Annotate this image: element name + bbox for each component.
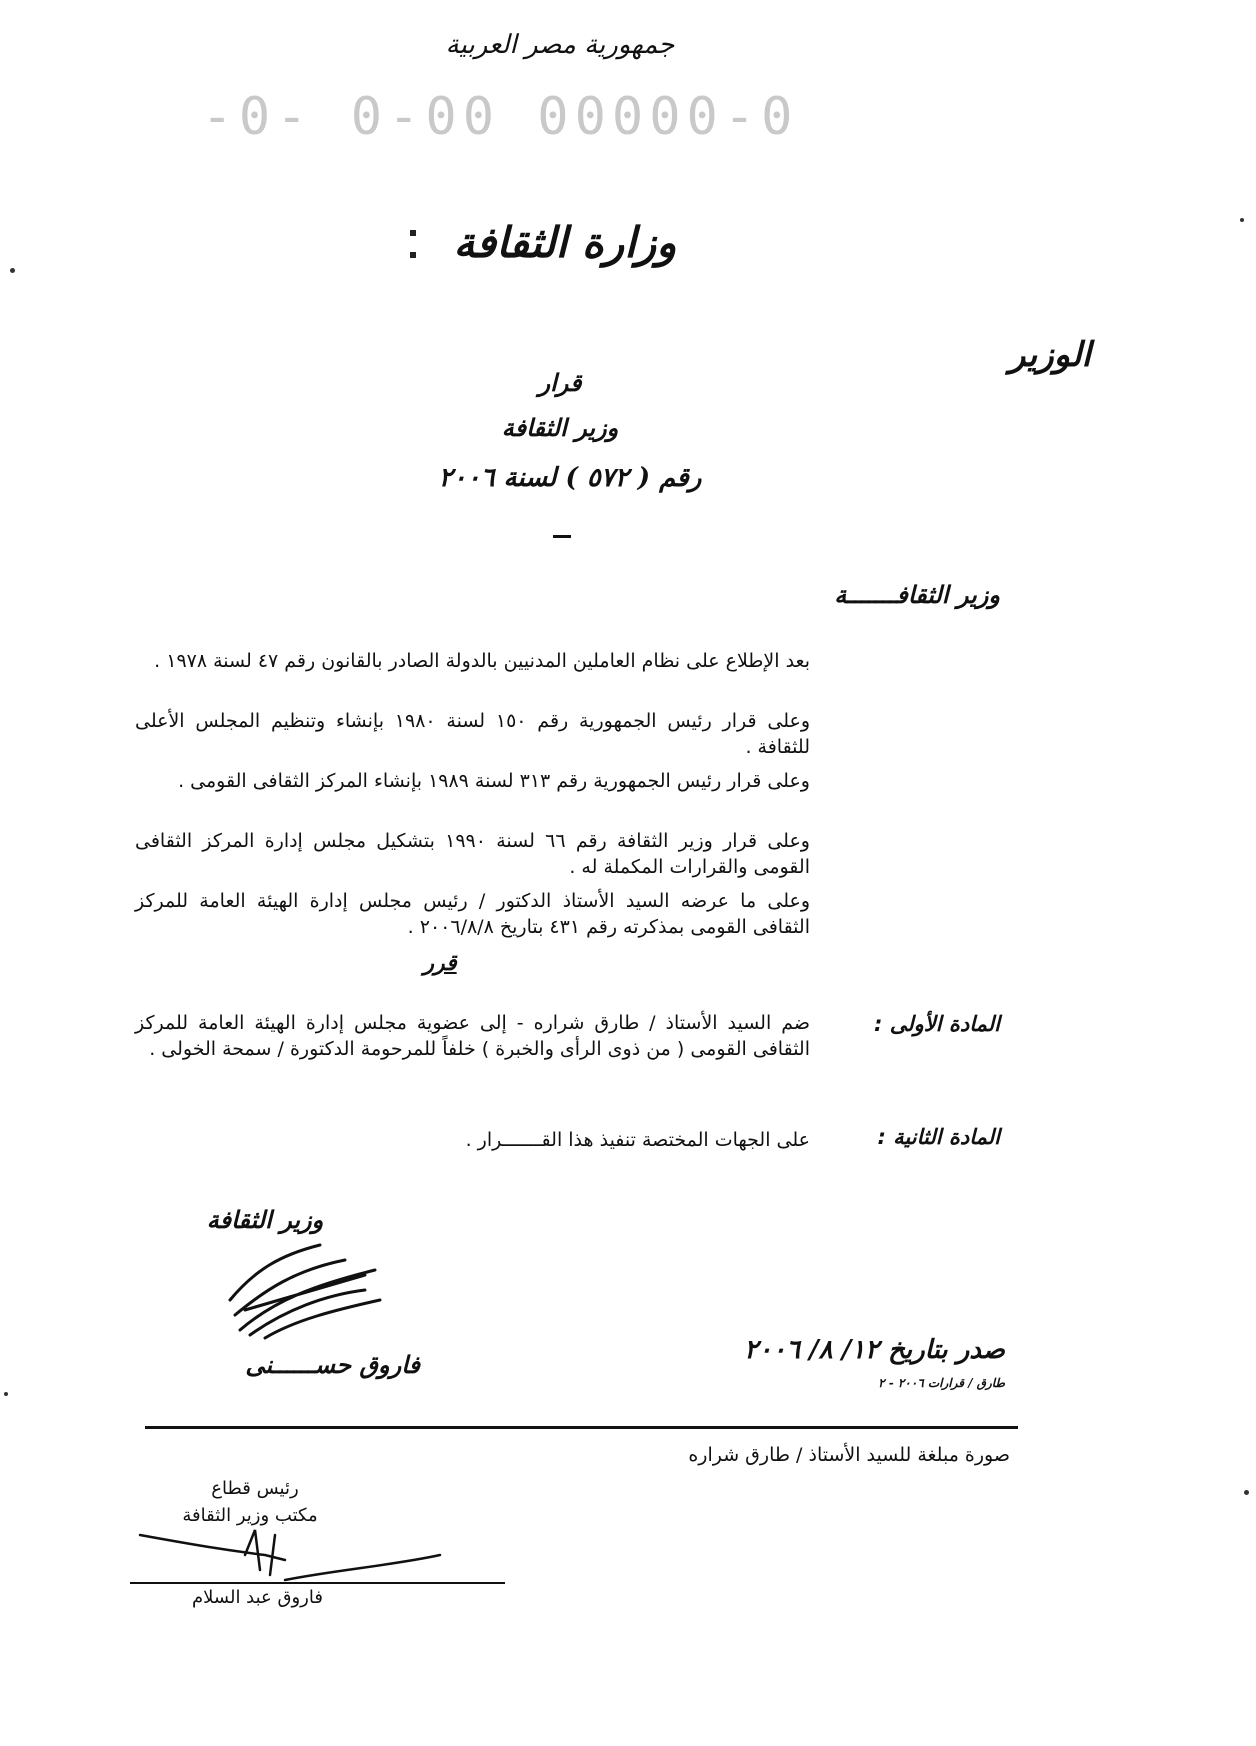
ministry-logo: وزارة الثقافة — [453, 218, 677, 267]
copy-notice: صورة مبلغة للسيد الأستاذ / طارق شراره — [688, 1444, 1010, 1466]
issue-date: صدر بتاريخ ١٢/ ٨/ ٢٠٠٦ — [744, 1335, 1005, 1365]
scan-speck — [1240, 218, 1244, 222]
decree-issuer: وزير الثقافة — [501, 413, 619, 442]
office-signature-mark — [135, 1525, 445, 1585]
signature-title: وزير الثقافة — [206, 1205, 324, 1234]
office-signatory: فاروق عبد السلام — [192, 1587, 323, 1608]
minister-stamp: الوزير — [1008, 335, 1091, 375]
dotted-serial-header: -0- 0-00 00000-0 — [201, 87, 799, 147]
recital-item: وعلى قرار رئيس الجمهورية رقم ٣١٣ لسنة ١٩٨٩ بإنشاء المركز الثقافى القومى . — [178, 770, 810, 792]
article-2-text: على الجهات المختصة تنفيذ هذا القـــــــرار . — [465, 1129, 810, 1151]
punch-mark — [410, 252, 416, 258]
scan-speck — [1244, 1490, 1249, 1495]
decree-title: قرار — [538, 368, 582, 397]
country-name: جمهورية مصر العربية — [445, 30, 675, 60]
decides-heading: قرر — [423, 950, 457, 976]
recital-item: وعلى ما عرضه السيد الأستاذ الدكتور / رئيس مجلس إدارة الهيئة العامة للمركز الثقافى القومى بمذكرته رقم ٤٣١ بتاريخ ٢٠٠٦/٨/٨ . — [135, 890, 810, 938]
footer-divider — [145, 1426, 1018, 1429]
intro-heading: وزير الثقافـــــــة — [834, 580, 1000, 609]
office-title: رئيس قطاع — [211, 1478, 299, 1499]
scan-speck — [4, 1392, 8, 1396]
recital-item: وعلى قرار وزير الثقافة رقم ٦٦ لسنة ١٩٩٠ بتشكيل مجلس إدارة المركز الثقافى القومى والقرارات المكملة له . — [135, 830, 810, 878]
article-1-label: المادة الأولى : — [874, 1012, 1000, 1036]
minister-signature-mark — [225, 1240, 385, 1340]
recital-item: وعلى قرار رئيس الجمهورية رقم ١٥٠ لسنة ١٩٨٠ بإنشاء وتنظيم المجلس الأعلى للثقافة . — [135, 710, 810, 758]
article-1-text: ضم السيد الأستاذ / طارق شراره - إلى عضوية مجلس إدارة الهيئة العامة للمركز الثقافى القومى ( من ذوى الرأى والخبرة ) خلفاً للمرحومة الدكتورة / سمحة الخولى . — [135, 1012, 810, 1060]
punch-mark — [410, 230, 416, 236]
recital-item: بعد الإطلاع على نظام العاملين المدنيين بالدولة الصادر بالقانون رقم ٤٧ لسنة ١٩٧٨ . — [154, 650, 810, 672]
decree-number: رقم ( ٥٧٢ ) لسنة ٢٠٠٦ — [438, 463, 702, 493]
scan-speck — [10, 268, 15, 273]
title-dash — [553, 535, 571, 538]
office-name-line: مكتب وزير الثقافة — [182, 1505, 318, 1526]
file-reference: طارق / قرارات ٢٠٠٦ - ٢ — [878, 1376, 1005, 1390]
article-2-label: المادة الثانية : — [877, 1125, 1000, 1149]
office-signature-line — [130, 1582, 505, 1584]
signatory-name: فاروق حســــــنى — [245, 1350, 420, 1379]
